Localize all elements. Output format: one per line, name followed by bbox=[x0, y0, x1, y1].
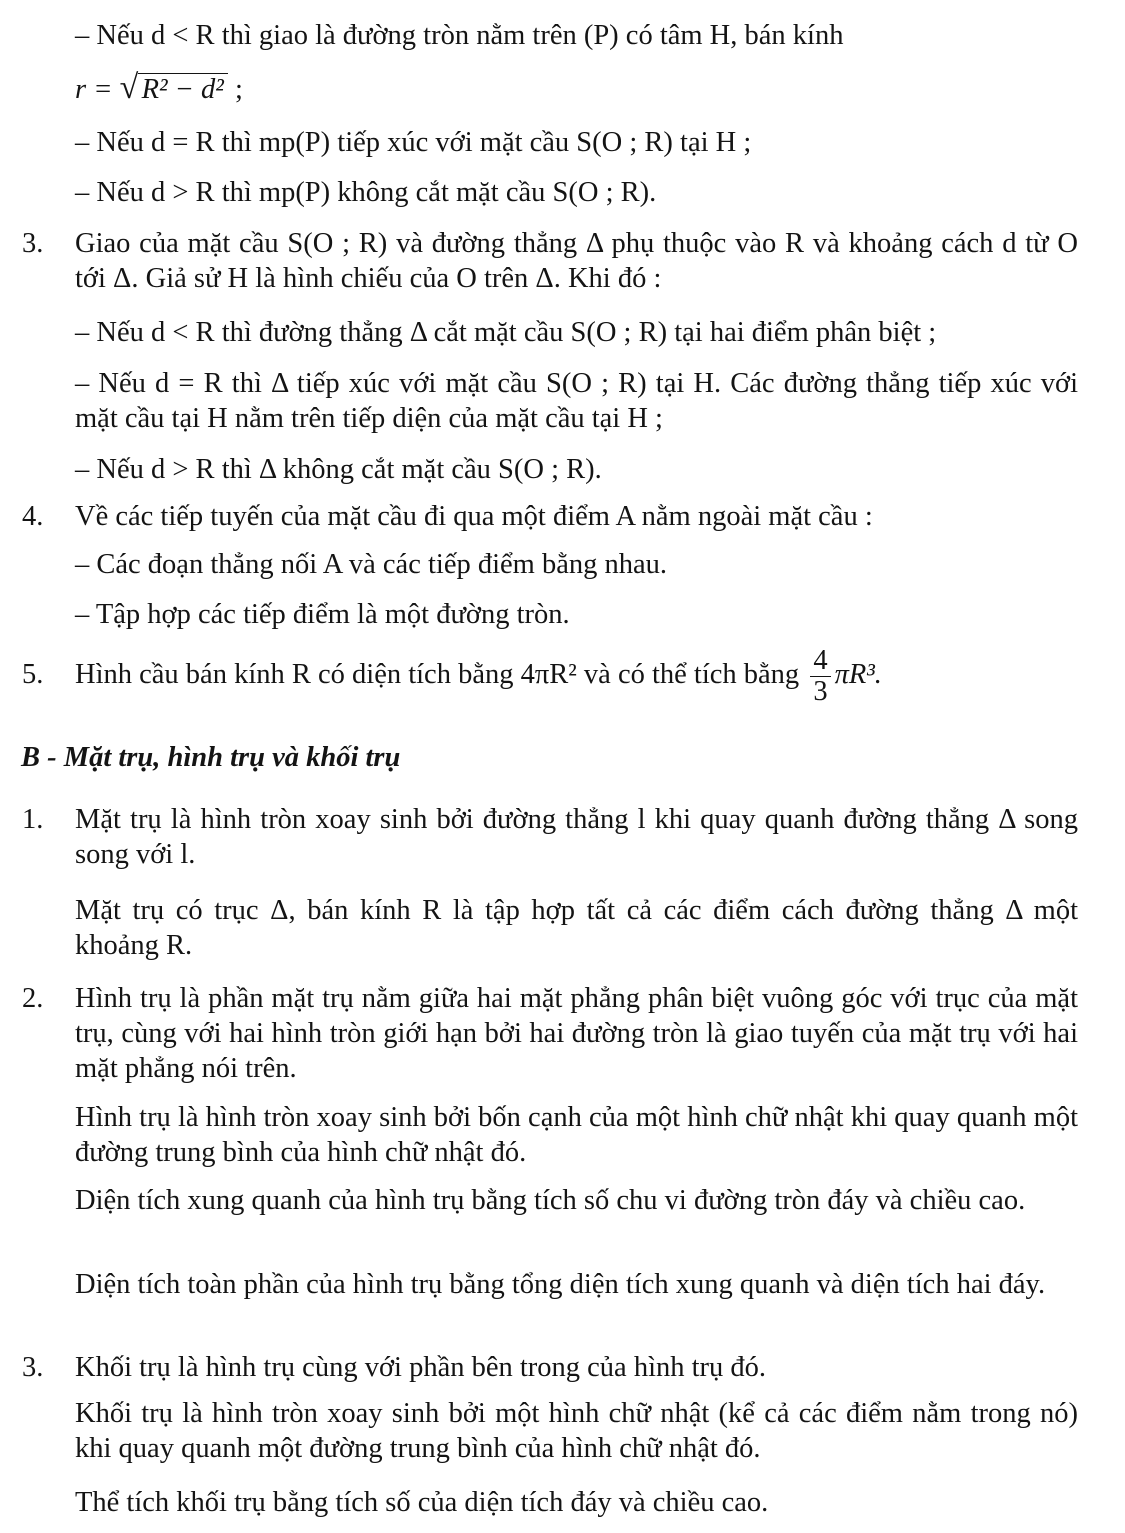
item-b3-rotation: Khối trụ là hình tròn xoay sinh bởi một hình chữ nhật (kể cả các điểm nằm trong nó) khi quay quanh một đường trung bình của hình chữ nhật đó. bbox=[75, 1398, 1078, 1464]
item-b2-total-area: Diện tích toàn phần của hình trụ bằng tổng diện tích xung quanh và diện tích hai đáy. bbox=[75, 1269, 1046, 1300]
item-b-number-3: 3. bbox=[22, 1352, 44, 1383]
bullet-d-equal-r-line: – Nếu d = R thì Δ tiếp xúc với mặt cầu S(O ; R) tại H. Các đường thẳng tiếp xúc với mặt cầu tại H nằm trên tiếp diện của mặt cầu tại H ; bbox=[75, 368, 1078, 434]
radius-formula-prefix: r = bbox=[75, 74, 113, 105]
bullet-d-less-r-line: – Nếu d < R thì đường thẳng Δ cắt mặt cầu S(O ; R) tại hai điểm phân biệt ; bbox=[75, 317, 937, 348]
item-number-3: 3. bbox=[22, 228, 44, 259]
item-4-text: Về các tiếp tuyến của mặt cầu đi qua một điểm A nằm ngoài mặt cầu : bbox=[75, 501, 873, 532]
fraction-four-thirds bbox=[810, 646, 830, 707]
fraction-denominator: 3 bbox=[813, 675, 828, 707]
item-b3-volume: Thể tích khối trụ bằng tích số của diện tích đáy và chiều cao. bbox=[75, 1487, 769, 1518]
item-number-4: 4. bbox=[22, 501, 44, 532]
item-b2-lateral-area: Diện tích xung quanh của hình trụ bằng tích số chu vi đường tròn đáy và chiều cao. bbox=[75, 1185, 1026, 1216]
item-b-number-2: 2. bbox=[22, 983, 44, 1014]
radius-formula bbox=[75, 69, 675, 107]
bullet-d-greater-r-plane: – Nếu d > R thì mp(P) không cắt mặt cầu S(O ; R). bbox=[75, 177, 657, 208]
square-root bbox=[119, 69, 228, 107]
bullet-d-greater-r-line: – Nếu d > R thì Δ không cắt mặt cầu S(O ; R). bbox=[75, 454, 602, 485]
radicand: R² − d² bbox=[138, 73, 228, 105]
radical-sign-icon: √ bbox=[119, 69, 139, 106]
radius-formula-suffix: ; bbox=[234, 74, 243, 105]
item-b2-text: Hình trụ là phần mặt trụ nằm giữa hai mặt phẳng phân biệt vuông góc với trục của mặt trụ, cùng với hai hình tròn giới hạn bởi hai đường tròn là giao tuyến của mặt trụ với hai mặt phẳng nói trên. bbox=[75, 983, 1078, 1084]
item-5-text bbox=[75, 640, 1078, 710]
sphere-volume-tail: πR³. bbox=[834, 659, 882, 690]
section-heading-b: B - Mặt trụ, hình trụ và khối trụ bbox=[21, 742, 401, 773]
bullet-d-equal-r-plane: – Nếu d = R thì mp(P) tiếp xúc với mặt cầu S(O ; R) tại H ; bbox=[75, 127, 752, 158]
fraction-numerator: 4 bbox=[810, 646, 830, 677]
item-number-5: 5. bbox=[22, 659, 44, 690]
item-b1-text: Mặt trụ là hình tròn xoay sinh bởi đường thẳng l khi quay quanh đường thẳng Δ song song với l. bbox=[75, 804, 1078, 870]
item-b-number-1: 1. bbox=[22, 804, 44, 835]
item-b2-rotation: Hình trụ là hình tròn xoay sinh bởi bốn cạnh của một hình chữ nhật khi quay quanh một đường trung bình của hình chữ nhật đó. bbox=[75, 1102, 1078, 1168]
bullet-equal-segments: – Các đoạn thẳng nối A và các tiếp điểm bằng nhau. bbox=[75, 549, 668, 580]
item-b3-text: Khối trụ là hình trụ cùng với phần bên trong của hình trụ đó. bbox=[75, 1352, 767, 1383]
bullet-tangent-circle: – Tập hợp các tiếp điểm là một đường tròn. bbox=[75, 599, 570, 630]
item-3-text: Giao của mặt cầu S(O ; R) và đường thẳng Δ phụ thuộc vào R và khoảng cách d từ O tới Δ. Giả sử H là hình chiếu của O trên Δ. Khi đó : bbox=[75, 228, 1078, 294]
bullet-d-less-r-plane: – Nếu d < R thì giao là đường tròn nằm trên (P) có tâm H, bán kính bbox=[75, 20, 844, 51]
item-b1-definition: Mặt trụ có trục Δ, bán kính R là tập hợp tất cả các điểm cách đường thẳng Δ một khoảng R. bbox=[75, 895, 1078, 961]
sphere-area-text: Hình cầu bán kính R có diện tích bằng 4πR² và có thể tích bằng bbox=[75, 659, 800, 690]
